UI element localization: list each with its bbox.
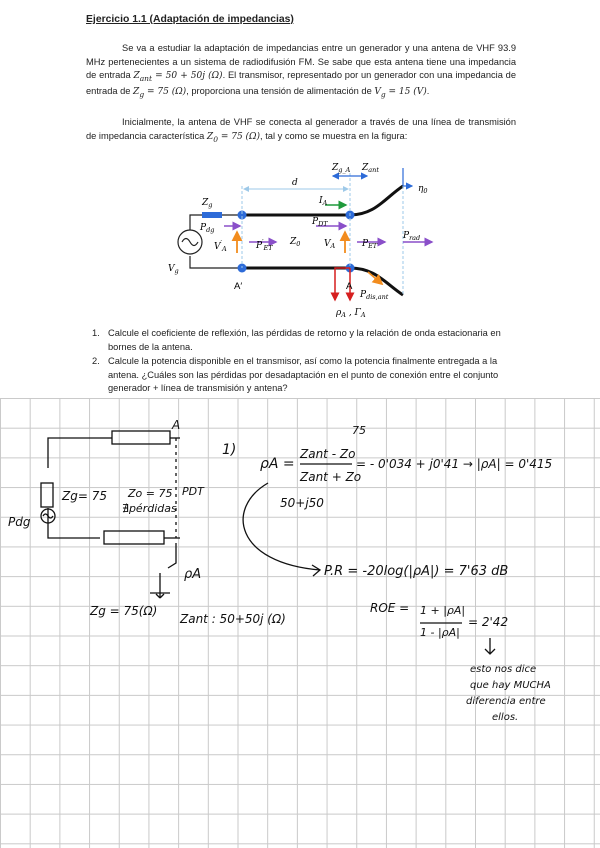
label-pdt: $P_{DT}$ — [312, 217, 328, 228]
exercise-sheet — [0, 0, 600, 398]
sketch-label-rho: ρA — [184, 567, 202, 582]
label-pet-prime: $P'_{ET}$ — [256, 238, 273, 252]
z0-value-annotation: 75 — [352, 424, 366, 437]
exercise-title: Ejercicio 1.1 (Adaptación de impedancias) — [86, 14, 294, 25]
comment-line-4: ellos. — [492, 712, 519, 723]
question-list — [86, 327, 516, 397]
label-zg-a: $Z_{g\_A}$ — [332, 163, 351, 174]
label-pdg: $P_{dg}$ — [200, 223, 215, 234]
return-loss-formula: P.R = -20log(|ρA|) = 7'63 dB — [324, 564, 509, 579]
label-zg: $Z_g$ — [202, 198, 213, 209]
roe-numerator: 1 + |ρA| — [420, 604, 466, 617]
step-1-label: 1) — [222, 442, 237, 458]
label-d: d — [292, 178, 298, 188]
comment-line-2: que hay MUCHA — [470, 680, 551, 691]
circuit-figure — [160, 158, 450, 318]
comment-line-3: diferencia entre — [466, 696, 546, 707]
handwritten-notes — [0, 398, 600, 848]
question-2: 2. Calcule la potencia disponible en el transmisor, así como la potencia finalmente entregada a la antena. ¿Cuáles son las pérdidas por desadaptación en el punto de conexión entre el conjunto generador + línea de transmisión y antena? — [92, 356, 499, 393]
sketch-label-zg-value: Zg = 75(Ω) — [90, 604, 158, 618]
sketch-label-loss: ∄pérdidas — [122, 502, 177, 515]
rho-denominator: Zant + Zo — [300, 470, 362, 484]
setup-paragraph: Inicialmente, la antena de VHF se conecta al generador a través de una línea de transmisión de impedancia característica $Z_0 = 75$ (Ω), tal y como se muestra en la figura: — [86, 117, 516, 144]
label-va: $V_A$ — [324, 239, 336, 250]
label-pdis: $P_{dis,ant}$ — [360, 290, 389, 301]
sketch-label-pdt: PDT — [182, 485, 204, 498]
label-a-prime: A′ — [234, 281, 243, 292]
sketch-label-z0: Zo = 75 — [128, 487, 173, 500]
rho-result: = - 0'034 + j0'41 → |ρA| = 0'415 — [356, 457, 553, 471]
question-1: 1. Calcule el coeficiente de reflexión, las pérdidas de retorno y la relación de onda estacionaria en bornes de la antena. — [92, 328, 501, 352]
label-a: A — [346, 281, 353, 292]
sketch-label-zg: Zg= 75 — [62, 489, 107, 503]
sketch-label-a: A — [172, 418, 181, 432]
sketch-label-zant-value: Zant : 50+50j (Ω) — [180, 612, 286, 626]
intro-paragraph: Se va a estudiar la adaptación de impedancias entre un generador y una antena de VHF 93.9 MHz pertenecientes a un sistema de radiodifusión FM. Se sabe que esta antena tiene una impedancia de entrada $Z_{ant} = 50 + 50j$ (Ω). El transmisor, representado por un generador con una impedancia de entrada de $Z_g = 75$ (Ω), proporciona una tensión de alimentación de $V_g = 15$ (V). — [86, 43, 516, 100]
label-pet: $P_{ET}$ — [362, 239, 378, 250]
label-eta: $\eta_0$ — [418, 184, 428, 195]
roe-denominator: 1 - |ρA| — [420, 626, 460, 639]
comment-line-1: esto nos dice — [470, 664, 537, 675]
sketch-label-pdg: Pdg — [8, 515, 31, 529]
label-prad: $P_{rad}$ — [403, 231, 421, 242]
zg-resistor — [202, 212, 222, 218]
roe-lhs: ROE = — [370, 601, 410, 615]
label-vg: $V_g$ — [168, 264, 179, 275]
label-z0: $Z_0$ — [290, 237, 301, 248]
label-rho-gamma: $\rho_A$ , $\Gamma_A$ — [336, 308, 366, 318]
label-va-prime: $V'_A$ — [214, 239, 227, 253]
label-zant: $Z_{ant}$ — [362, 163, 379, 174]
zant-value-annotation: 50+j50 — [280, 496, 324, 510]
rho-numerator: Zant - Zo — [300, 447, 356, 461]
label-ia: $I_A$ — [319, 196, 328, 207]
rho-lhs: ρA = — [260, 456, 295, 472]
roe-result: = 2'42 — [468, 615, 509, 629]
